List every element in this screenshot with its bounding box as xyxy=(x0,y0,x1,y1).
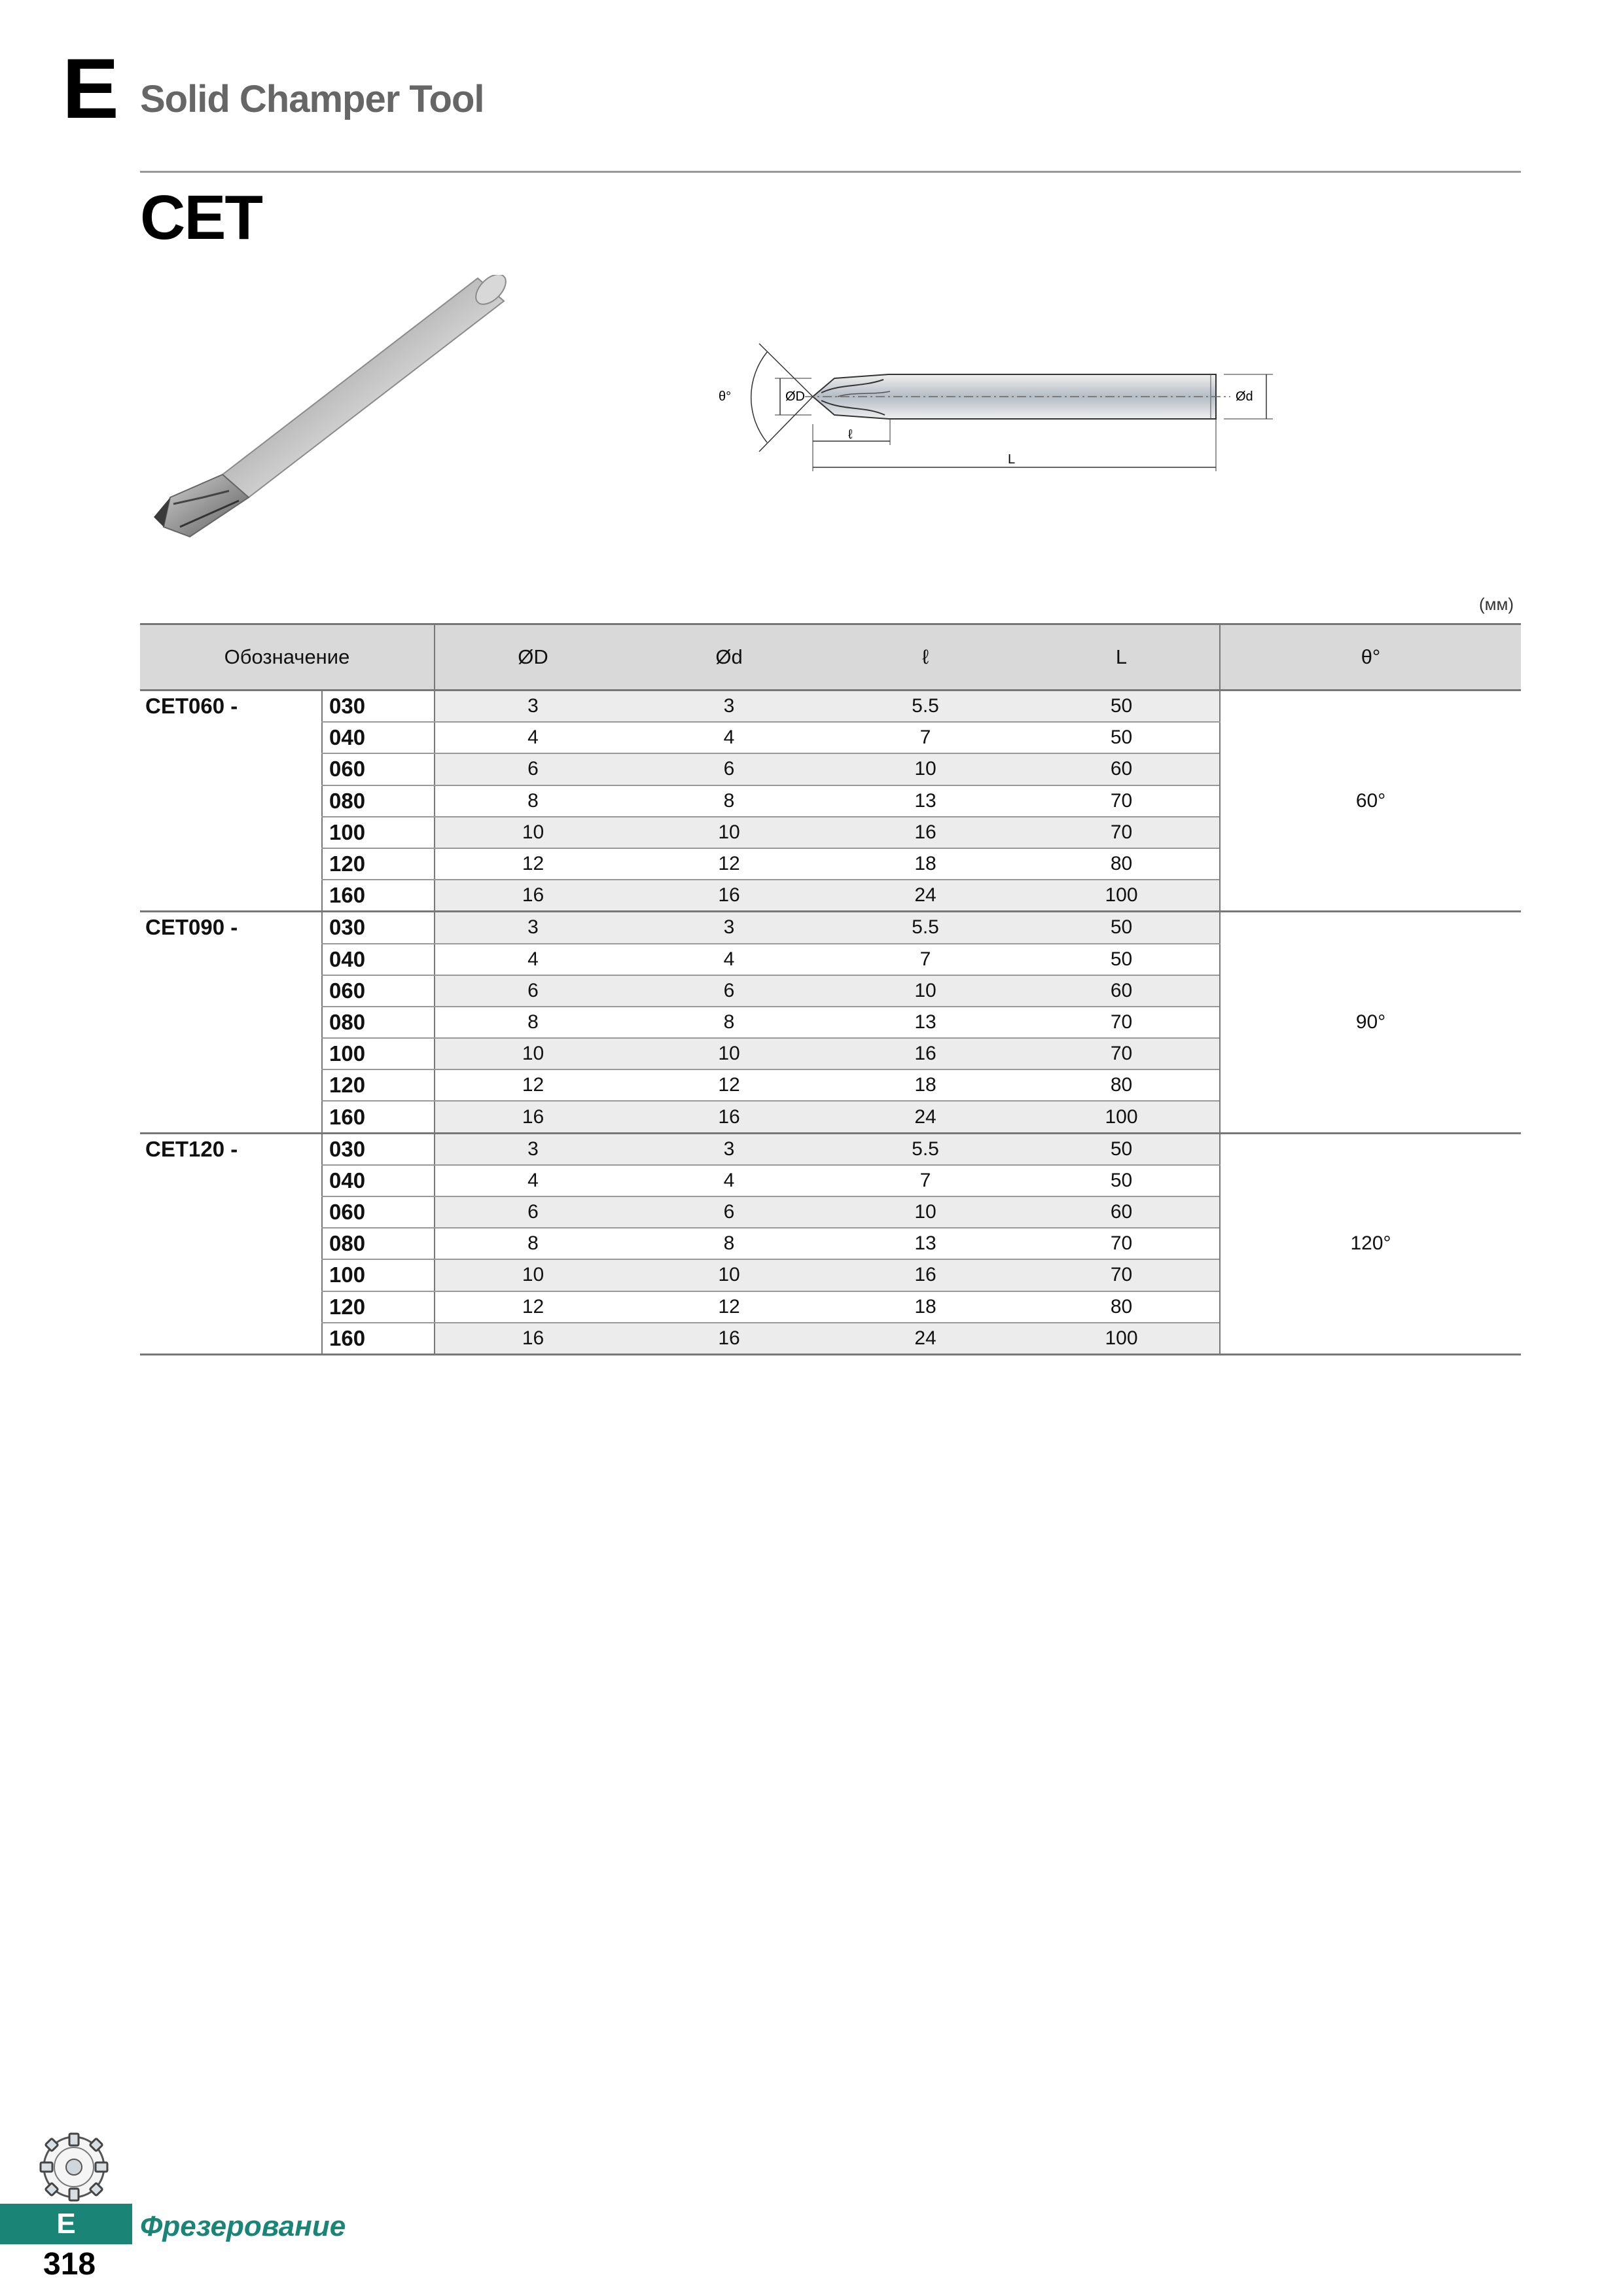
size-code: 100 xyxy=(322,817,435,848)
cell-dia-D: 10 xyxy=(435,817,631,848)
cell-flute-length: 5.5 xyxy=(827,1133,1024,1165)
cell-flute-length: 13 xyxy=(827,785,1024,817)
cell-flute-length: 7 xyxy=(827,722,1024,753)
cell-overall-length: 70 xyxy=(1024,1038,1220,1069)
page-number: 318 xyxy=(43,2247,96,2282)
cell-dia-d: 6 xyxy=(631,975,827,1007)
table-row xyxy=(140,691,1521,723)
flute-length-label: ℓ xyxy=(848,427,853,442)
section-letter: E xyxy=(62,41,119,136)
cell-dia-D: 8 xyxy=(435,785,631,817)
header-designation: Обозначение xyxy=(140,624,435,691)
cell-dia-D: 6 xyxy=(435,975,631,1007)
cell-dia-d: 8 xyxy=(631,1007,827,1038)
spec-table xyxy=(140,623,1521,1355)
cell-angle: 90° xyxy=(1220,912,1521,1133)
cell-overall-length: 70 xyxy=(1024,817,1220,848)
cell-flute-length: 13 xyxy=(827,1007,1024,1038)
size-code: 160 xyxy=(322,1101,435,1133)
cell-dia-D: 12 xyxy=(435,848,631,880)
size-code: 060 xyxy=(322,1196,435,1228)
footer-section-title: Фрезерование xyxy=(140,2210,346,2242)
cell-dia-d: 16 xyxy=(631,1323,827,1355)
cell-flute-length: 16 xyxy=(827,817,1024,848)
cell-dia-d: 16 xyxy=(631,880,827,912)
cell-dia-D: 4 xyxy=(435,1165,631,1196)
cell-dia-D: 16 xyxy=(435,880,631,912)
cell-dia-D: 8 xyxy=(435,1007,631,1038)
cell-flute-length: 5.5 xyxy=(827,912,1024,944)
cell-dia-D: 16 xyxy=(435,1323,631,1355)
table-row xyxy=(140,912,1521,944)
dia-D-label: ØD xyxy=(785,389,805,404)
header-angle: θ° xyxy=(1220,624,1521,691)
cell-angle: 60° xyxy=(1220,691,1521,912)
cell-flute-length: 18 xyxy=(827,1069,1024,1101)
cell-flute-length: 5.5 xyxy=(827,691,1024,723)
cell-dia-d: 12 xyxy=(631,848,827,880)
cell-angle: 120° xyxy=(1220,1133,1521,1354)
cell-overall-length: 80 xyxy=(1024,848,1220,880)
cell-dia-d: 6 xyxy=(631,753,827,785)
angle-label: θ° xyxy=(719,389,732,404)
group-prefix: CET120 - xyxy=(140,1133,322,1354)
cell-overall-length: 70 xyxy=(1024,785,1220,817)
size-code: 080 xyxy=(322,1007,435,1038)
cell-flute-length: 13 xyxy=(827,1228,1024,1259)
size-code: 100 xyxy=(322,1259,435,1291)
section-title: Solid Champer Tool xyxy=(140,78,484,120)
size-code: 060 xyxy=(322,975,435,1007)
header-divider xyxy=(140,171,1521,173)
cell-flute-length: 24 xyxy=(827,1323,1024,1355)
cell-dia-d: 4 xyxy=(631,944,827,975)
cell-dia-D: 10 xyxy=(435,1038,631,1069)
cell-overall-length: 70 xyxy=(1024,1007,1220,1038)
cell-overall-length: 50 xyxy=(1024,691,1220,723)
overall-length-label: L xyxy=(1008,452,1016,467)
header-dia-d: Ød xyxy=(631,624,827,691)
cell-flute-length: 10 xyxy=(827,1196,1024,1228)
cell-dia-D: 6 xyxy=(435,753,631,785)
cell-dia-D: 12 xyxy=(435,1291,631,1323)
tool-dimension-drawing xyxy=(707,314,1283,484)
cell-flute-length: 24 xyxy=(827,1101,1024,1133)
table-header-row xyxy=(140,624,1521,691)
cell-dia-d: 8 xyxy=(631,785,827,817)
cell-overall-length: 50 xyxy=(1024,944,1220,975)
product-title: CET xyxy=(140,183,262,253)
cell-flute-length: 7 xyxy=(827,944,1024,975)
cell-dia-d: 16 xyxy=(631,1101,827,1133)
cell-dia-D: 8 xyxy=(435,1228,631,1259)
size-code: 120 xyxy=(322,1291,435,1323)
cell-dia-d: 10 xyxy=(631,1259,827,1291)
header-flute-length: ℓ xyxy=(827,624,1024,691)
cell-overall-length: 50 xyxy=(1024,912,1220,944)
cell-overall-length: 80 xyxy=(1024,1069,1220,1101)
header-dia-D: ØD xyxy=(435,624,631,691)
cell-overall-length: 70 xyxy=(1024,1259,1220,1291)
size-code: 040 xyxy=(322,722,435,753)
cell-flute-length: 24 xyxy=(827,880,1024,912)
size-code: 040 xyxy=(322,1165,435,1196)
cell-dia-D: 10 xyxy=(435,1259,631,1291)
cell-dia-d: 12 xyxy=(631,1069,827,1101)
cell-flute-length: 18 xyxy=(827,848,1024,880)
cell-dia-d: 10 xyxy=(631,817,827,848)
size-code: 160 xyxy=(322,880,435,912)
cell-overall-length: 50 xyxy=(1024,1165,1220,1196)
size-code: 120 xyxy=(322,848,435,880)
cell-overall-length: 50 xyxy=(1024,1133,1220,1165)
cell-flute-length: 10 xyxy=(827,975,1024,1007)
cell-overall-length: 100 xyxy=(1024,1323,1220,1355)
cell-flute-length: 16 xyxy=(827,1038,1024,1069)
cell-dia-d: 12 xyxy=(631,1291,827,1323)
cell-dia-d: 6 xyxy=(631,1196,827,1228)
cell-dia-D: 16 xyxy=(435,1101,631,1133)
cell-dia-d: 8 xyxy=(631,1228,827,1259)
cell-dia-d: 3 xyxy=(631,912,827,944)
size-code: 030 xyxy=(322,691,435,723)
size-code: 080 xyxy=(322,1228,435,1259)
cell-overall-length: 60 xyxy=(1024,1196,1220,1228)
group-prefix: CET090 - xyxy=(140,912,322,1133)
size-code: 030 xyxy=(322,1133,435,1165)
milling-cutter-icon xyxy=(38,2131,110,2203)
size-code: 030 xyxy=(322,912,435,944)
cell-dia-D: 4 xyxy=(435,722,631,753)
cell-dia-D: 3 xyxy=(435,1133,631,1165)
tool-photo xyxy=(151,275,524,556)
cell-dia-D: 12 xyxy=(435,1069,631,1101)
size-code: 100 xyxy=(322,1038,435,1069)
cell-flute-length: 18 xyxy=(827,1291,1024,1323)
unit-note: (мм) xyxy=(1479,594,1514,614)
size-code: 040 xyxy=(322,944,435,975)
cell-flute-length: 10 xyxy=(827,753,1024,785)
cell-flute-length: 7 xyxy=(827,1165,1024,1196)
dia-d-label: Ød xyxy=(1236,389,1253,404)
cell-dia-D: 6 xyxy=(435,1196,631,1228)
footer-section-letter: E xyxy=(0,2204,132,2244)
cell-overall-length: 50 xyxy=(1024,722,1220,753)
cell-overall-length: 100 xyxy=(1024,1101,1220,1133)
cell-dia-d: 4 xyxy=(631,1165,827,1196)
cell-dia-d: 3 xyxy=(631,691,827,723)
size-code: 080 xyxy=(322,785,435,817)
cell-dia-d: 4 xyxy=(631,722,827,753)
cell-dia-D: 3 xyxy=(435,691,631,723)
cell-dia-d: 10 xyxy=(631,1038,827,1069)
header-overall-length: L xyxy=(1024,624,1220,691)
cell-overall-length: 70 xyxy=(1024,1228,1220,1259)
size-code: 120 xyxy=(322,1069,435,1101)
group-prefix: CET060 - xyxy=(140,691,322,912)
cell-dia-d: 3 xyxy=(631,1133,827,1165)
size-code: 160 xyxy=(322,1323,435,1355)
cell-overall-length: 60 xyxy=(1024,753,1220,785)
cell-overall-length: 60 xyxy=(1024,975,1220,1007)
cell-overall-length: 80 xyxy=(1024,1291,1220,1323)
table-row xyxy=(140,1133,1521,1165)
cell-dia-D: 3 xyxy=(435,912,631,944)
cell-flute-length: 16 xyxy=(827,1259,1024,1291)
cell-dia-D: 4 xyxy=(435,944,631,975)
size-code: 060 xyxy=(322,753,435,785)
cell-overall-length: 100 xyxy=(1024,880,1220,912)
